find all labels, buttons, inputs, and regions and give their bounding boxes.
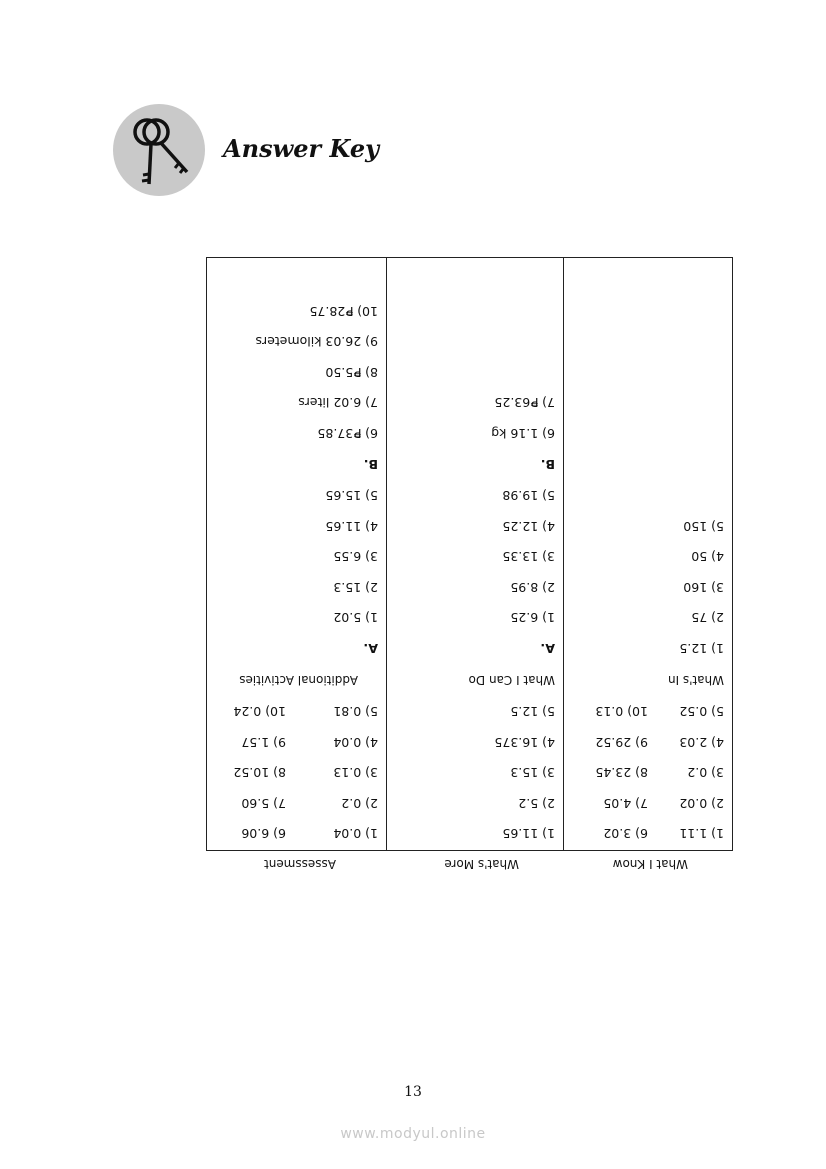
section-b-label: B.	[363, 457, 378, 472]
answer: 3) 15.3	[510, 765, 555, 780]
answer: 8) ₱5.50	[325, 365, 378, 380]
answer: 3) 6.55	[333, 549, 378, 564]
page-number: 13	[404, 1084, 422, 1100]
answer: 5) 19.98	[502, 488, 555, 503]
answer: 6) 6.06	[241, 826, 286, 841]
answer: 6) 3.02	[603, 826, 648, 841]
answer: 5) 0.81	[333, 704, 378, 719]
answer: 4) 12.25	[502, 519, 555, 534]
answer-key-icon	[113, 104, 205, 196]
answer: 4) 11.65	[325, 519, 378, 534]
page-title: Answer Key	[223, 134, 380, 163]
answer: 2) 0.02	[679, 796, 724, 811]
answer: 3) 160	[683, 580, 724, 595]
answer: 2) 15.3	[333, 580, 378, 595]
answer: 9) 26.03 kilometers	[255, 334, 378, 349]
answer: 4) 2.03	[679, 735, 724, 750]
answer: 2) 75	[691, 610, 724, 625]
answer: 3) 0.13	[333, 765, 378, 780]
answer: 7) ₱63.25	[494, 395, 555, 410]
answer: 2) 5.2	[518, 796, 555, 811]
watermark: www.modyul.online	[340, 1126, 486, 1142]
answer: 3) 0.2	[687, 765, 724, 780]
answer: 7) 4.05	[603, 796, 648, 811]
answer: 1) 1.11	[679, 826, 724, 841]
whats-more-column	[386, 257, 564, 871]
assessment-column	[206, 257, 387, 871]
answer: 1) 12.5	[679, 641, 724, 656]
answer: 5) 150	[683, 519, 724, 534]
answer: 4) 50	[691, 549, 724, 564]
answer: 9) 1.57	[241, 735, 286, 750]
answer: 9) 29.52	[595, 735, 648, 750]
section-a-label: A.	[540, 641, 555, 656]
answer: 4) 0.04	[333, 735, 378, 750]
whats-in-header: What's In	[667, 673, 724, 687]
answer: 1) 0.04	[333, 826, 378, 841]
answer: 1) 5.02	[333, 610, 378, 625]
answer: 6) 1.16 kg	[491, 426, 555, 441]
assessment-header: Assessment	[264, 857, 336, 871]
answer: 1) 11.65	[502, 826, 555, 841]
answer: 4) 16.375	[494, 735, 555, 750]
answer: 10) ₱28.75	[309, 304, 378, 319]
answer: 2) 0.2	[341, 796, 378, 811]
answer: 10) 0.13	[595, 704, 648, 719]
answer-key-table	[206, 257, 733, 871]
whats-more-header: What's More	[444, 857, 519, 871]
answer: 1) 6.25	[510, 610, 555, 625]
section-a-label: A.	[363, 641, 378, 656]
answer: 7) 6.02 liters	[298, 395, 378, 410]
answer: 5) 0.52	[679, 704, 724, 719]
answer: 8) 10.52	[233, 765, 286, 780]
what-i-can-do-header: What I Can Do	[468, 673, 555, 687]
answer: 2) 8.95	[510, 580, 555, 595]
additional-activities-header: Additional Activities	[239, 673, 358, 687]
keys-icon	[113, 104, 205, 196]
answer: 7) 5.60	[241, 796, 286, 811]
answer: 8) 23.45	[595, 765, 648, 780]
what-i-know-header: What I Know	[612, 857, 688, 871]
answer: 10) 0.24	[233, 704, 286, 719]
answer: 6) ₱37.85	[317, 426, 378, 441]
answer: 3) 13.35	[502, 549, 555, 564]
section-b-label: B.	[540, 457, 555, 472]
what-i-know-column	[563, 257, 733, 871]
answer: 5) 12.5	[510, 704, 555, 719]
answer: 5) 15.65	[325, 488, 378, 503]
